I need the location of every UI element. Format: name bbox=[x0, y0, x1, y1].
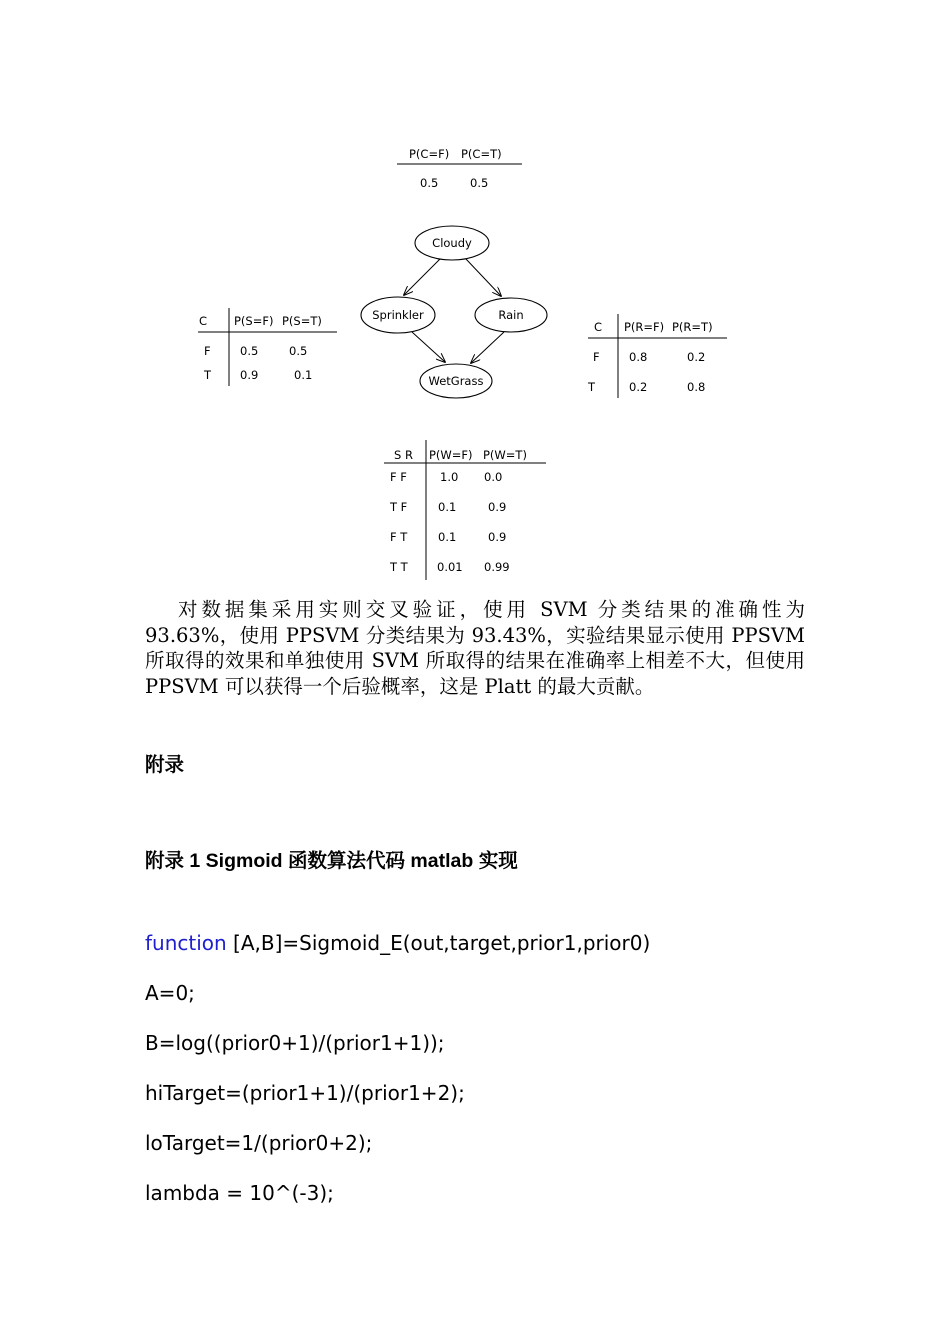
cpt-wetgrass-row2-v0: 0.1 bbox=[438, 530, 457, 544]
code-line-2: A=0; bbox=[145, 981, 195, 1005]
cpt-wetgrass-header-0: P(W=F) bbox=[429, 448, 473, 462]
cpt-wetgrass-cond-header: S R bbox=[394, 448, 413, 462]
node-sprinkler-label: Sprinkler bbox=[372, 308, 424, 322]
cpt-cloudy-header-0: P(C=F) bbox=[409, 147, 450, 161]
node-wetgrass-label: WetGrass bbox=[428, 374, 484, 388]
code-line-1 bbox=[145, 931, 650, 955]
node-rain-label: Rain bbox=[498, 308, 524, 322]
cpt-wetgrass-row2-cond: F T bbox=[390, 530, 408, 544]
cpt-rain-header-0: P(R=F) bbox=[624, 320, 665, 334]
cpt-wetgrass-row3-v1: 0.99 bbox=[484, 560, 510, 574]
cpt-rain bbox=[587, 314, 727, 398]
cpt-rain-cond-header: C bbox=[594, 320, 603, 334]
appendix1-heading: 附录 1 Sigmoid 函数算法代码 matlab 实现 bbox=[145, 850, 518, 872]
cpt-wetgrass-row0-cond: F F bbox=[390, 470, 407, 484]
cpt-sprinkler-row0-v1: 0.5 bbox=[289, 344, 308, 358]
cpt-rain-row1-v0: 0.2 bbox=[629, 380, 648, 394]
node-cloudy-label: Cloudy bbox=[432, 236, 472, 250]
cpt-sprinkler-row0-cond: F bbox=[204, 344, 211, 358]
cpt-cloudy-header-1: P(C=T) bbox=[461, 147, 502, 161]
cpt-sprinkler-row1-cond: T bbox=[204, 368, 212, 382]
cpt-sprinkler-row1-v0: 0.9 bbox=[240, 368, 259, 382]
cpt-wetgrass-row3-v0: 0.01 bbox=[437, 560, 463, 574]
code-keyword-function: function bbox=[145, 931, 227, 955]
cpt-sprinkler-header-1: P(S=T) bbox=[282, 314, 322, 328]
cpt-wetgrass-row0-v1: 0.0 bbox=[484, 470, 503, 484]
cpt-wetgrass-row1-v1: 0.9 bbox=[488, 500, 507, 514]
code-line-1-rest: [A,B]=Sigmoid_E(out,target,prior1,prior0) bbox=[226, 931, 651, 955]
node-wetgrass bbox=[420, 364, 492, 398]
edge-sprinkler-wetgrass bbox=[412, 332, 445, 362]
cpt-wetgrass-header-1: P(W=T) bbox=[483, 448, 527, 462]
node-cloudy bbox=[415, 226, 489, 260]
cpt-rain-row1-v1: 0.8 bbox=[687, 380, 706, 394]
cpt-wetgrass bbox=[384, 440, 546, 580]
cpt-wetgrass-row3-cond: T T bbox=[390, 560, 408, 574]
code-line-4: hiTarget=(prior1+1)/(prior1+2); bbox=[145, 1081, 465, 1105]
cpt-sprinkler-row0-v0: 0.5 bbox=[240, 344, 259, 358]
edge-cloudy-rain bbox=[466, 259, 501, 296]
node-rain bbox=[475, 298, 547, 332]
cpt-wetgrass-row1-cond: T F bbox=[390, 500, 408, 514]
cpt-rain-row0-cond: F bbox=[593, 350, 600, 364]
bayesian-network-diagram bbox=[0, 0, 950, 590]
appendix-heading: 附录 bbox=[145, 754, 185, 776]
edge-rain-wetgrass bbox=[471, 332, 504, 363]
cpt-cloudy-value-1: 0.5 bbox=[470, 176, 489, 190]
cpt-rain-row0-v1: 0.2 bbox=[687, 350, 706, 364]
cpt-rain-header-1: P(R=T) bbox=[672, 320, 713, 334]
edge-cloudy-sprinkler bbox=[404, 259, 440, 295]
cpt-rain-row1-cond: T bbox=[588, 380, 596, 394]
code-line-6: lambda = 10^(-3); bbox=[145, 1181, 334, 1205]
cpt-wetgrass-row1-v0: 0.1 bbox=[438, 500, 457, 514]
code-line-5: loTarget=1/(prior0+2); bbox=[145, 1131, 373, 1155]
cpt-sprinkler-header-0: P(S=F) bbox=[234, 314, 274, 328]
cpt-sprinkler-row1-v1: 0.1 bbox=[294, 368, 313, 382]
code-line-3: B=log((prior0+1)/(prior1+1)); bbox=[145, 1031, 445, 1055]
cpt-cloudy-value-0: 0.5 bbox=[420, 176, 439, 190]
body-paragraph: 对数据集采用实则交叉验证，使用 SVM 分类结果的准确性为 93.63%，使用 PPSVM 分类结果为 93.43%，实验结果显示使用 PPSVM 所取得的效果和单独使用 SVM 所取得的结果在准确率上相差不大，但使用 PPSVM 可以获得一个后验概率，这是 Platt 的最大贡献。 bbox=[145, 598, 805, 698]
cpt-rain-row0-v0: 0.8 bbox=[629, 350, 648, 364]
cpt-wetgrass-row0-v0: 1.0 bbox=[440, 470, 459, 484]
cpt-sprinkler bbox=[198, 308, 337, 386]
cpt-wetgrass-row2-v1: 0.9 bbox=[488, 530, 507, 544]
cpt-sprinkler-cond-header: C bbox=[199, 314, 208, 328]
node-sprinkler bbox=[361, 297, 435, 333]
cpt-cloudy bbox=[397, 147, 522, 190]
